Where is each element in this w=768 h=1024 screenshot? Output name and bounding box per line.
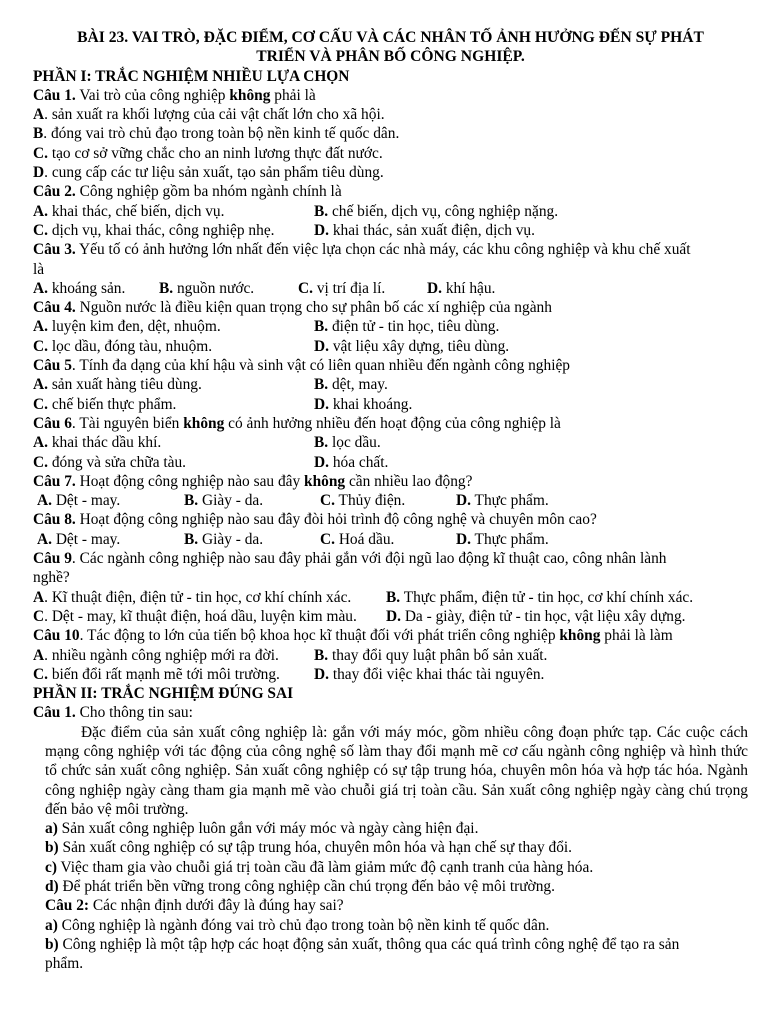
part-2-question-2-statement-b: b) Công nghiệp là một tập hợp các hoạt động sản xuất, thông qua các quá trình công nghệ để tạo ra sản xyxy=(45,935,680,953)
question-6-option-c: C. đóng và sửa chữa tàu. xyxy=(33,453,187,471)
title-line-2: TRIỂN VÀ PHÂN BỐ CÔNG NGHIỆP. xyxy=(256,48,525,66)
question-9-option-a: A. Kĩ thuật điện, điện tử - tin học, cơ khí chính xác. xyxy=(33,588,352,606)
question-2: Câu 2. Công nghiệp gồm ba nhóm ngành chính là xyxy=(33,183,342,201)
document-title xyxy=(33,28,748,67)
question-2-option-c: C. dịch vụ, khai thác, công nghiệp nhẹ. xyxy=(33,221,275,239)
question-10-options-row-1 xyxy=(33,646,748,665)
part-2-question-2-statement-b-continuation: phẩm. xyxy=(45,955,84,973)
question-8-options xyxy=(33,530,748,549)
question-5-options-row-2 xyxy=(33,395,748,414)
question-2-option-a: A. khai thác, chế biến, dịch vụ. xyxy=(33,202,225,220)
question-1-option-b: B. đóng vai trò chủ đạo trong toàn bộ nền kinh tế quốc dân. xyxy=(33,125,400,143)
question-9: Câu 9. Các ngành công nghiệp nào sau đây phải gắn với đội ngũ lao động kĩ thuật cao, công nhân lành xyxy=(33,550,667,568)
question-9-option-c: C. Dệt - may, kĩ thuật điện, hoá dầu, luyện kim màu. xyxy=(33,607,357,625)
question-3-option-b: B. nguồn nước. xyxy=(159,279,255,297)
part-1-heading: PHẦN I: TRẮC NGHIỆM NHIỀU LỰA CHỌN xyxy=(33,67,350,85)
question-7: Câu 7. Hoạt động công nghiệp nào sau đây không cần nhiều lao động? xyxy=(33,472,473,490)
question-5: Câu 5. Tính đa dạng của khí hậu và sinh vật có liên quan nhiều đến ngành công nghiệp xyxy=(33,357,570,375)
question-8: Câu 8. Hoạt động công nghiệp nào sau đây đòi hỏi trình độ công nghệ và chuyên môn cao? xyxy=(33,511,597,529)
question-2-option-b: B. chế biến, dịch vụ, công nghiệp nặng. xyxy=(314,202,559,220)
part-2-question-1: Câu 1. Cho thông tin sau: xyxy=(33,704,193,722)
question-6-option-d: D. hóa chất. xyxy=(314,453,389,471)
part-2-question-1-statement-d: d) Để phát triển bền vững trong công nghiệp cần chú trọng đến bảo vệ môi trường. xyxy=(45,878,555,896)
question-7-option-b: B. Giày - da. xyxy=(184,492,264,510)
question-4-option-c: C. lọc dầu, đóng tàu, nhuộm. xyxy=(33,337,213,355)
question-10-option-b: B. thay đổi quy luật phân bố sản xuất. xyxy=(314,646,548,664)
question-4-options-row-2 xyxy=(33,337,748,356)
question-4-option-b: B. điện tử - tin học, tiêu dùng. xyxy=(314,318,500,336)
question-1-option-d: D. cung cấp các tư liệu sản xuất, tạo sản phẩm tiêu dùng. xyxy=(33,164,384,182)
question-1-option-a: A. sản xuất ra khối lượng của cải vật chất lớn cho xã hội. xyxy=(33,106,385,124)
question-4: Câu 4. Nguồn nước là điều kiện quan trọng cho sự phân bố các xí nghiệp của ngành xyxy=(33,299,552,317)
question-3-option-d: D. khí hậu. xyxy=(427,279,496,297)
question-8-option-b: B. Giày - da. xyxy=(184,530,264,548)
question-4-option-a: A. luyện kim đen, dệt, nhuộm. xyxy=(33,318,221,336)
question-10: Câu 10. Tác động to lớn của tiến bộ khoa học kĩ thuật đối với phát triển công nghiệp không phải là làm xyxy=(33,627,673,645)
question-10-option-c: C. biến đổi rất mạnh mẽ tới môi trường. xyxy=(33,665,280,683)
question-6-options-row-1 xyxy=(33,433,748,452)
question-3-option-c: C. vị trí địa lí. xyxy=(298,279,386,297)
question-5-options-row-1 xyxy=(33,375,748,394)
question-9-option-d: D. Da - giày, điện tử - tin học, vật liệu xây dựng. xyxy=(386,607,686,625)
question-10-options-row-2 xyxy=(33,665,748,684)
part-2-question-2: Câu 2: Các nhận định dưới đây là đúng hay sai? xyxy=(45,897,344,915)
part-2-heading: PHẦN II: TRẮC NGHIỆM ĐÚNG SAI xyxy=(33,685,294,703)
question-9-option-b: B. Thực phẩm, điện tử - tin học, cơ khí chính xác. xyxy=(386,588,694,606)
question-7-option-d: D. Thực phẩm. xyxy=(456,492,549,510)
question-5-option-c: C. chế biến thực phẩm. xyxy=(33,395,177,413)
question-4-options-row-1 xyxy=(33,317,748,336)
question-3-option-a: A. khoáng sản. xyxy=(33,279,126,297)
question-7-option-c: C. Thủy điện. xyxy=(320,492,406,510)
question-6-option-a: A. khai thác dầu khí. xyxy=(33,434,162,452)
question-6-options-row-2 xyxy=(33,453,748,472)
question-6-option-b: B. lọc dầu. xyxy=(314,434,381,452)
question-7-option-a: A. Dệt - may. xyxy=(37,492,121,510)
question-7-options xyxy=(33,491,748,510)
question-10-option-d: D. thay đổi việc khai thác tài nguyên. xyxy=(314,665,545,683)
question-3-continuation: là xyxy=(33,260,45,278)
question-5-option-b: B. dệt, may. xyxy=(314,376,388,394)
question-2-option-d: D. khai thác, sản xuất điện, dịch vụ. xyxy=(314,221,535,239)
question-3: Câu 3. Yếu tố có ảnh hưởng lớn nhất đến việc lựa chọn các nhà máy, các khu công nghiệp và khu chế xuất xyxy=(33,241,691,259)
part-2-question-1-statement-a: a) Sản xuất công nghiệp luôn gắn với máy móc và ngày càng hiện đại. xyxy=(45,820,479,838)
question-10-option-a: A. nhiều ngành công nghiệp mới ra đời. xyxy=(33,646,279,664)
part-2-question-1-passage: Đặc điểm của sản xuất công nghiệp là: gắn với máy móc, gồm nhiều công đoạn phức tạp. Các cuộc cách mạng công nghiệp với tác động của công nghệ số làm thay đổi mạnh mẽ cơ cấu ngành công nghiệp và hình thức tổ chức sản xuất công nghiệp. Sản xuất công nghiệp có sự tập trung hóa, chuyên môn hóa và hợp tác hóa. Ngành công nghiệp ngày càng tham gia mạnh mẽ vào chuỗi giá trị toàn cầu. Sản xuất công nghiệp ngày càng chú trọng đến bảo vệ môi trường. xyxy=(45,723,748,818)
question-8-option-a: A. Dệt - may. xyxy=(37,530,121,548)
question-9-options-row-1 xyxy=(33,588,748,607)
title-line-1: BÀI 23. VAI TRÒ, ĐẶC ĐIỂM, CƠ CẤU VÀ CÁC NHÂN TỐ ẢNH HƯỞNG ĐẾN SỰ PHÁT xyxy=(77,29,704,46)
question-6: Câu 6. Tài nguyên biển không có ảnh hưởng nhiều đến hoạt động của công nghiệp là xyxy=(33,414,561,432)
question-1: Câu 1. Vai trò của công nghiệp không phải là xyxy=(33,86,316,104)
question-2-options-row-1 xyxy=(33,202,748,221)
part-2-question-1-statement-b: b) Sản xuất công nghiệp có sự tập trung hóa, chuyên môn hóa và hạn chế sự thay đổi. xyxy=(45,839,573,857)
question-2-options-row-2 xyxy=(33,221,748,240)
question-8-option-d: D. Thực phẩm. xyxy=(456,530,549,548)
part-2-question-2-statement-a: a) Công nghiệp là ngành đóng vai trò chủ đạo trong toàn bộ nền kinh tế quốc dân. xyxy=(45,916,550,934)
question-5-option-a: A. sản xuất hàng tiêu dùng. xyxy=(33,376,202,394)
question-5-option-d: D. khai khoáng. xyxy=(314,395,413,413)
part-2-question-1-statement-c: c) Việc tham gia vào chuỗi giá trị toàn cầu đã làm giảm mức độ cạnh tranh của hàng hóa. xyxy=(45,858,594,876)
question-3-options xyxy=(33,279,748,298)
question-9-continuation: nghề? xyxy=(33,569,70,587)
question-1-option-c: C. tạo cơ sở vững chắc cho an ninh lương thực đất nước. xyxy=(33,144,383,162)
question-9-options-row-2 xyxy=(33,607,748,626)
question-4-option-d: D. vật liệu xây dựng, tiêu dùng. xyxy=(314,337,510,355)
question-8-option-c: C. Hoá dầu. xyxy=(320,530,395,548)
